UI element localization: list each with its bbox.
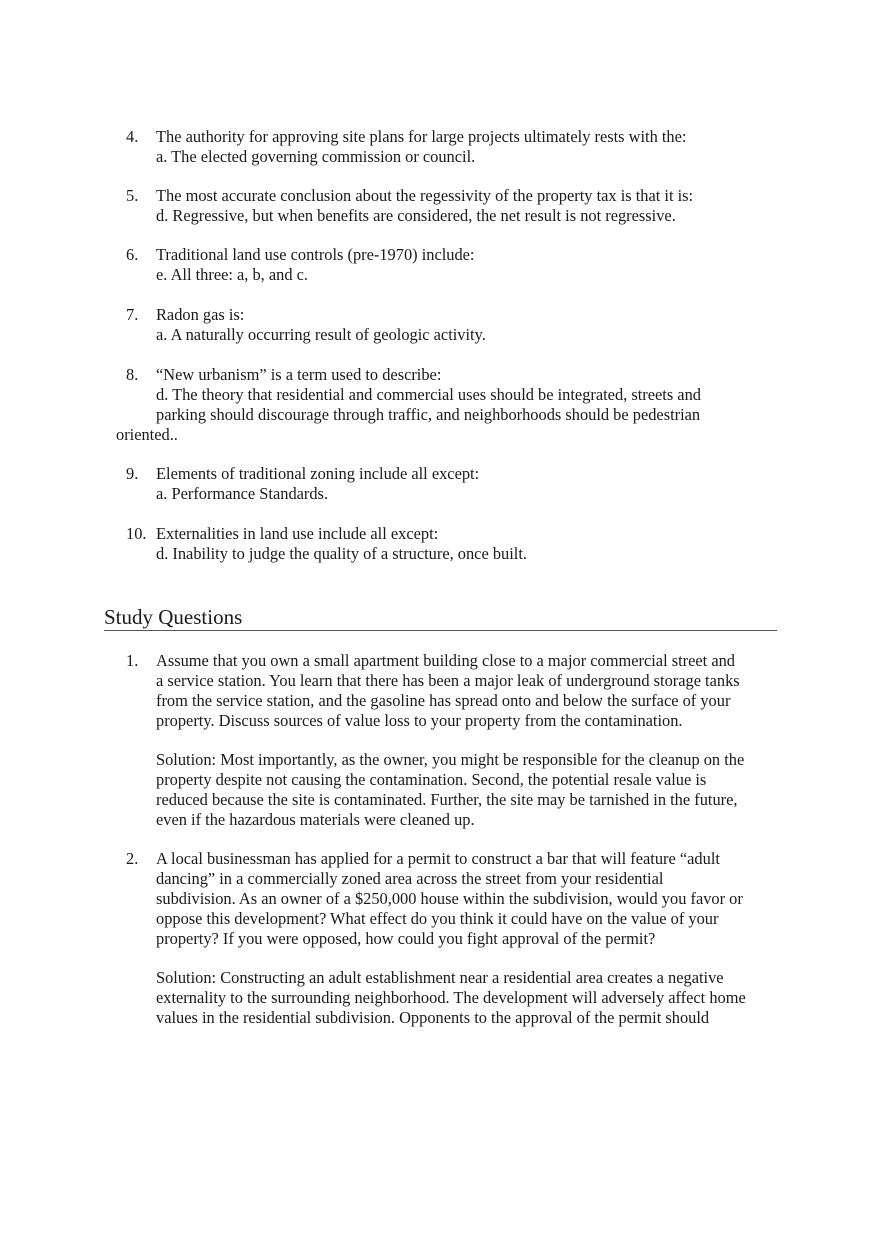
question-answer-line: d. The theory that residential and commercial uses should be integrated, streets and [156, 385, 701, 404]
question-answer: e. All three: a, b, and c. [156, 265, 309, 284]
text-line: dancing” in a commercially zoned area across the street from your residential [156, 869, 664, 888]
question-answer: d. Inability to judge the quality of a structure, once built. [156, 544, 527, 563]
question-number: 5. [126, 186, 139, 205]
study-solution-text [156, 968, 796, 1028]
question-number: 7. [126, 305, 139, 324]
question-answer: d. Regressive, but when benefits are considered, the net result is not regressive. [156, 206, 676, 225]
text-line: A local businessman has applied for a permit to construct a bar that will feature “adult [156, 849, 720, 868]
question-text: Radon gas is: [156, 305, 245, 324]
study-question-text [156, 849, 796, 949]
text-line: from the service station, and the gasoline has spread onto and below the surface of your [156, 691, 731, 710]
text-line: subdivision. As an owner of a $250,000 house within the subdivision, would you favor or [156, 889, 743, 908]
text-line: property despite not causing the contamination. Second, the potential resale value is [156, 770, 707, 789]
question-answer-line: oriented.. [116, 425, 178, 444]
text-line: externality to the surrounding neighborhood. The development will adversely affect home [156, 988, 746, 1007]
text-line: Solution: Most importantly, as the owner, you might be responsible for the cleanup on the [156, 750, 745, 769]
question-text: The authority for approving site plans for large projects ultimately rests with the: [156, 127, 687, 146]
text-line: a service station. You learn that there has been a major leak of underground storage tanks [156, 671, 740, 690]
question-answer: a. A naturally occurring result of geologic activity. [156, 325, 486, 344]
question-number: 6. [126, 245, 139, 264]
question-answer: a. The elected governing commission or council. [156, 147, 476, 166]
study-question-text [156, 651, 796, 731]
question-text: Elements of traditional zoning include all except: [156, 464, 480, 483]
text-line: Assume that you own a small apartment building close to a major commercial street and [156, 651, 735, 670]
text-line: oppose this development? What effect do you think it could have on the value of your [156, 909, 719, 928]
question-text: Traditional land use controls (pre-1970) include: [156, 245, 475, 264]
text-line: values in the residential subdivision. Opponents to the approval of the permit should [156, 1008, 710, 1027]
question-answer-line: parking should discourage through traffic, and neighborhoods should be pedestrian [156, 405, 701, 424]
question-number: 8. [126, 365, 139, 384]
question-number: 9. [126, 464, 139, 483]
question-text: Externalities in land use include all except: [156, 524, 439, 543]
question-text: The most accurate conclusion about the regessivity of the property tax is that it is: [156, 186, 694, 205]
question-number: 10. [126, 524, 147, 543]
study-question-number: 1. [126, 651, 139, 670]
study-question-number: 2. [126, 849, 139, 868]
question-answer: a. Performance Standards. [156, 484, 329, 503]
text-line: even if the hazardous materials were cleaned up. [156, 810, 475, 829]
text-line: reduced because the site is contaminated. Further, the site may be tarnished in the future, [156, 790, 738, 809]
text-line: Solution: Constructing an adult establishment near a residential area creates a negative [156, 968, 724, 987]
text-line: property? If you were opposed, how could you fight approval of the permit? [156, 929, 656, 948]
text-line: property. Discuss sources of value loss to your property from the contamination. [156, 711, 683, 730]
section-heading-study-questions: Study Questions [104, 604, 777, 631]
study-solution-text [156, 750, 796, 830]
question-text: “New urbanism” is a term used to describe: [156, 365, 442, 384]
question-number: 4. [126, 127, 139, 146]
